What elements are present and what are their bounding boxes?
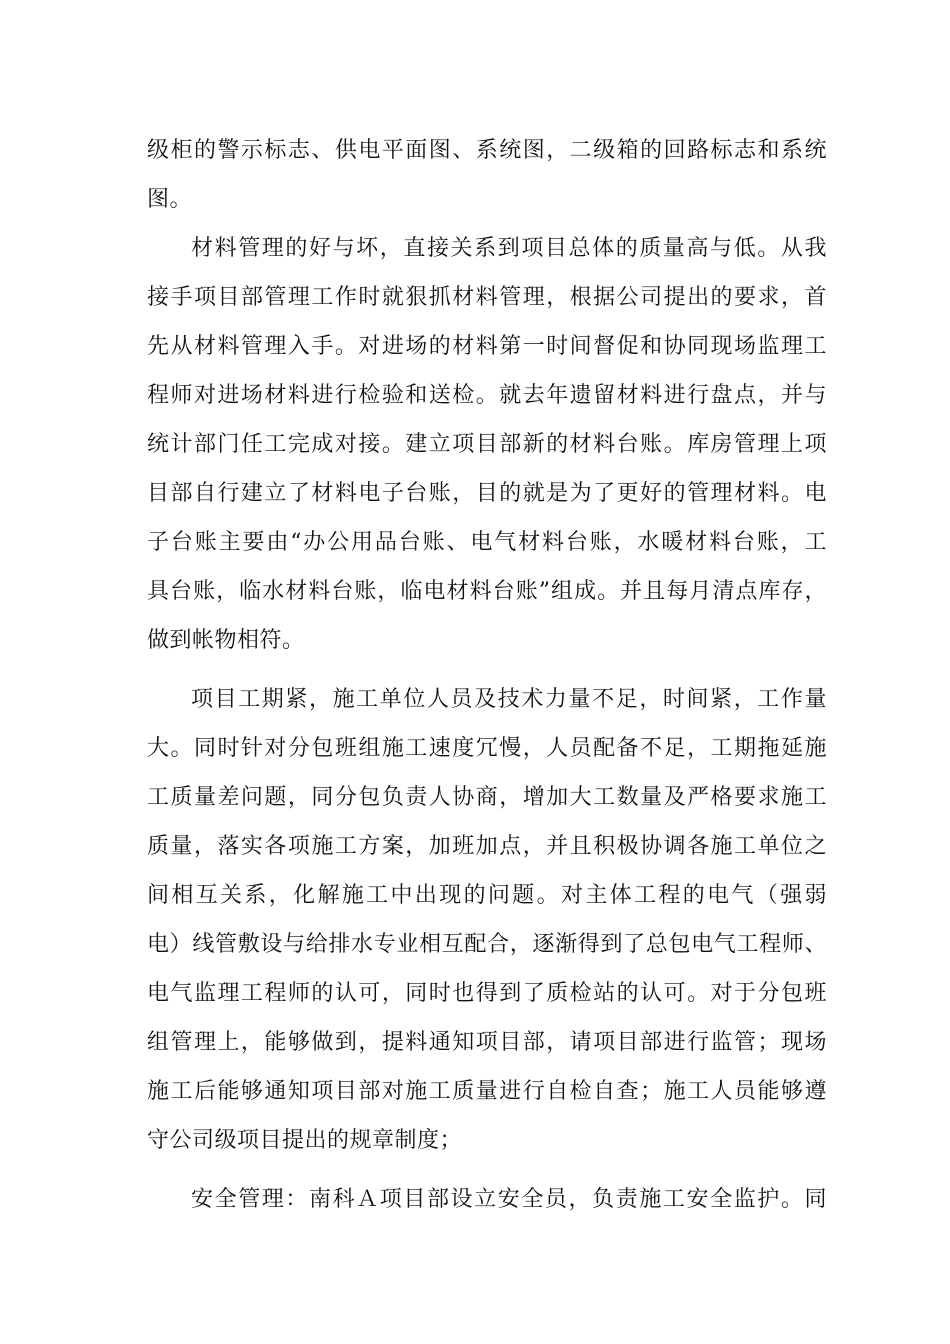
text-line-2: 图。: [147, 187, 193, 212]
text-line-18: 电气监理工程师的认可，同时也得到了质检站的认可。对于分包班: [147, 981, 827, 1006]
text-line-20: 施工后能够通知项目部对施工质量进行自检自查；施工人员能够遵: [147, 1079, 827, 1104]
text-line-9: 子台账主要由“办公用品台账、电气材料台账，水暖材料台账，工: [147, 530, 827, 555]
text-line-8: 目部自行建立了材料电子台账，目的就是为了更好的管理材料。电: [147, 481, 827, 506]
text-line-16: 间相互关系，化解施工中出现的问题。对主体工程的电气（强弱: [147, 883, 827, 908]
text-line-1: 级柜的警示标志、供电平面图、系统图，二级箱的回路标志和系统: [147, 138, 827, 163]
text-line-14: 工质量差问题，同分包负责人协商，增加大工数量及严格要求施工: [147, 785, 827, 810]
text-line-15: 质量，落实各项施工方案，加班加点，并且积极协调各施工单位之: [147, 834, 827, 859]
paragraph-safety-first-line: 安全管理：南科Ａ项目部设立安全员，负责施工安全监护。同: [191, 1187, 827, 1212]
paragraph-schedule-first-line: 项目工期紧，施工单位人员及技术力量不足，时间紧，工作量: [191, 687, 827, 712]
text-line-7: 统计部门任工完成对接。建立项目部新的材料台账。库房管理上项: [147, 432, 827, 457]
text-line-17: 电）线管敷设与给排水专业相互配合，逐渐得到了总包电气工程师、: [147, 932, 827, 957]
paragraph-materials-first-line: 材料管理的好与坏，直接关系到项目总体的质量高与低。从我: [191, 236, 827, 261]
text-line-21: 守公司级项目提出的规章制度；: [147, 1128, 463, 1153]
text-line-13: 大。同时针对分包班组施工速度冗慢，人员配备不足，工期拖延施: [147, 736, 827, 761]
text-line-6: 程师对进场材料进行检验和送检。就去年遗留材料进行盘点，并与: [147, 383, 827, 408]
text-line-4: 接手项目部管理工作时就狠抓材料管理，根据公司提出的要求，首: [147, 285, 827, 310]
text-line-11: 做到帐物相符。: [147, 628, 305, 653]
text-line-5: 先从材料管理入手。对进场的材料第一时间督促和协同现场监理工: [147, 334, 827, 359]
text-line-19: 组管理上，能够做到，提料通知项目部，请项目部进行监管；现场: [147, 1030, 827, 1055]
text-line-10: 具台账，临水材料台账，临电材料台账”组成。并且每月清点库存，: [147, 579, 827, 604]
